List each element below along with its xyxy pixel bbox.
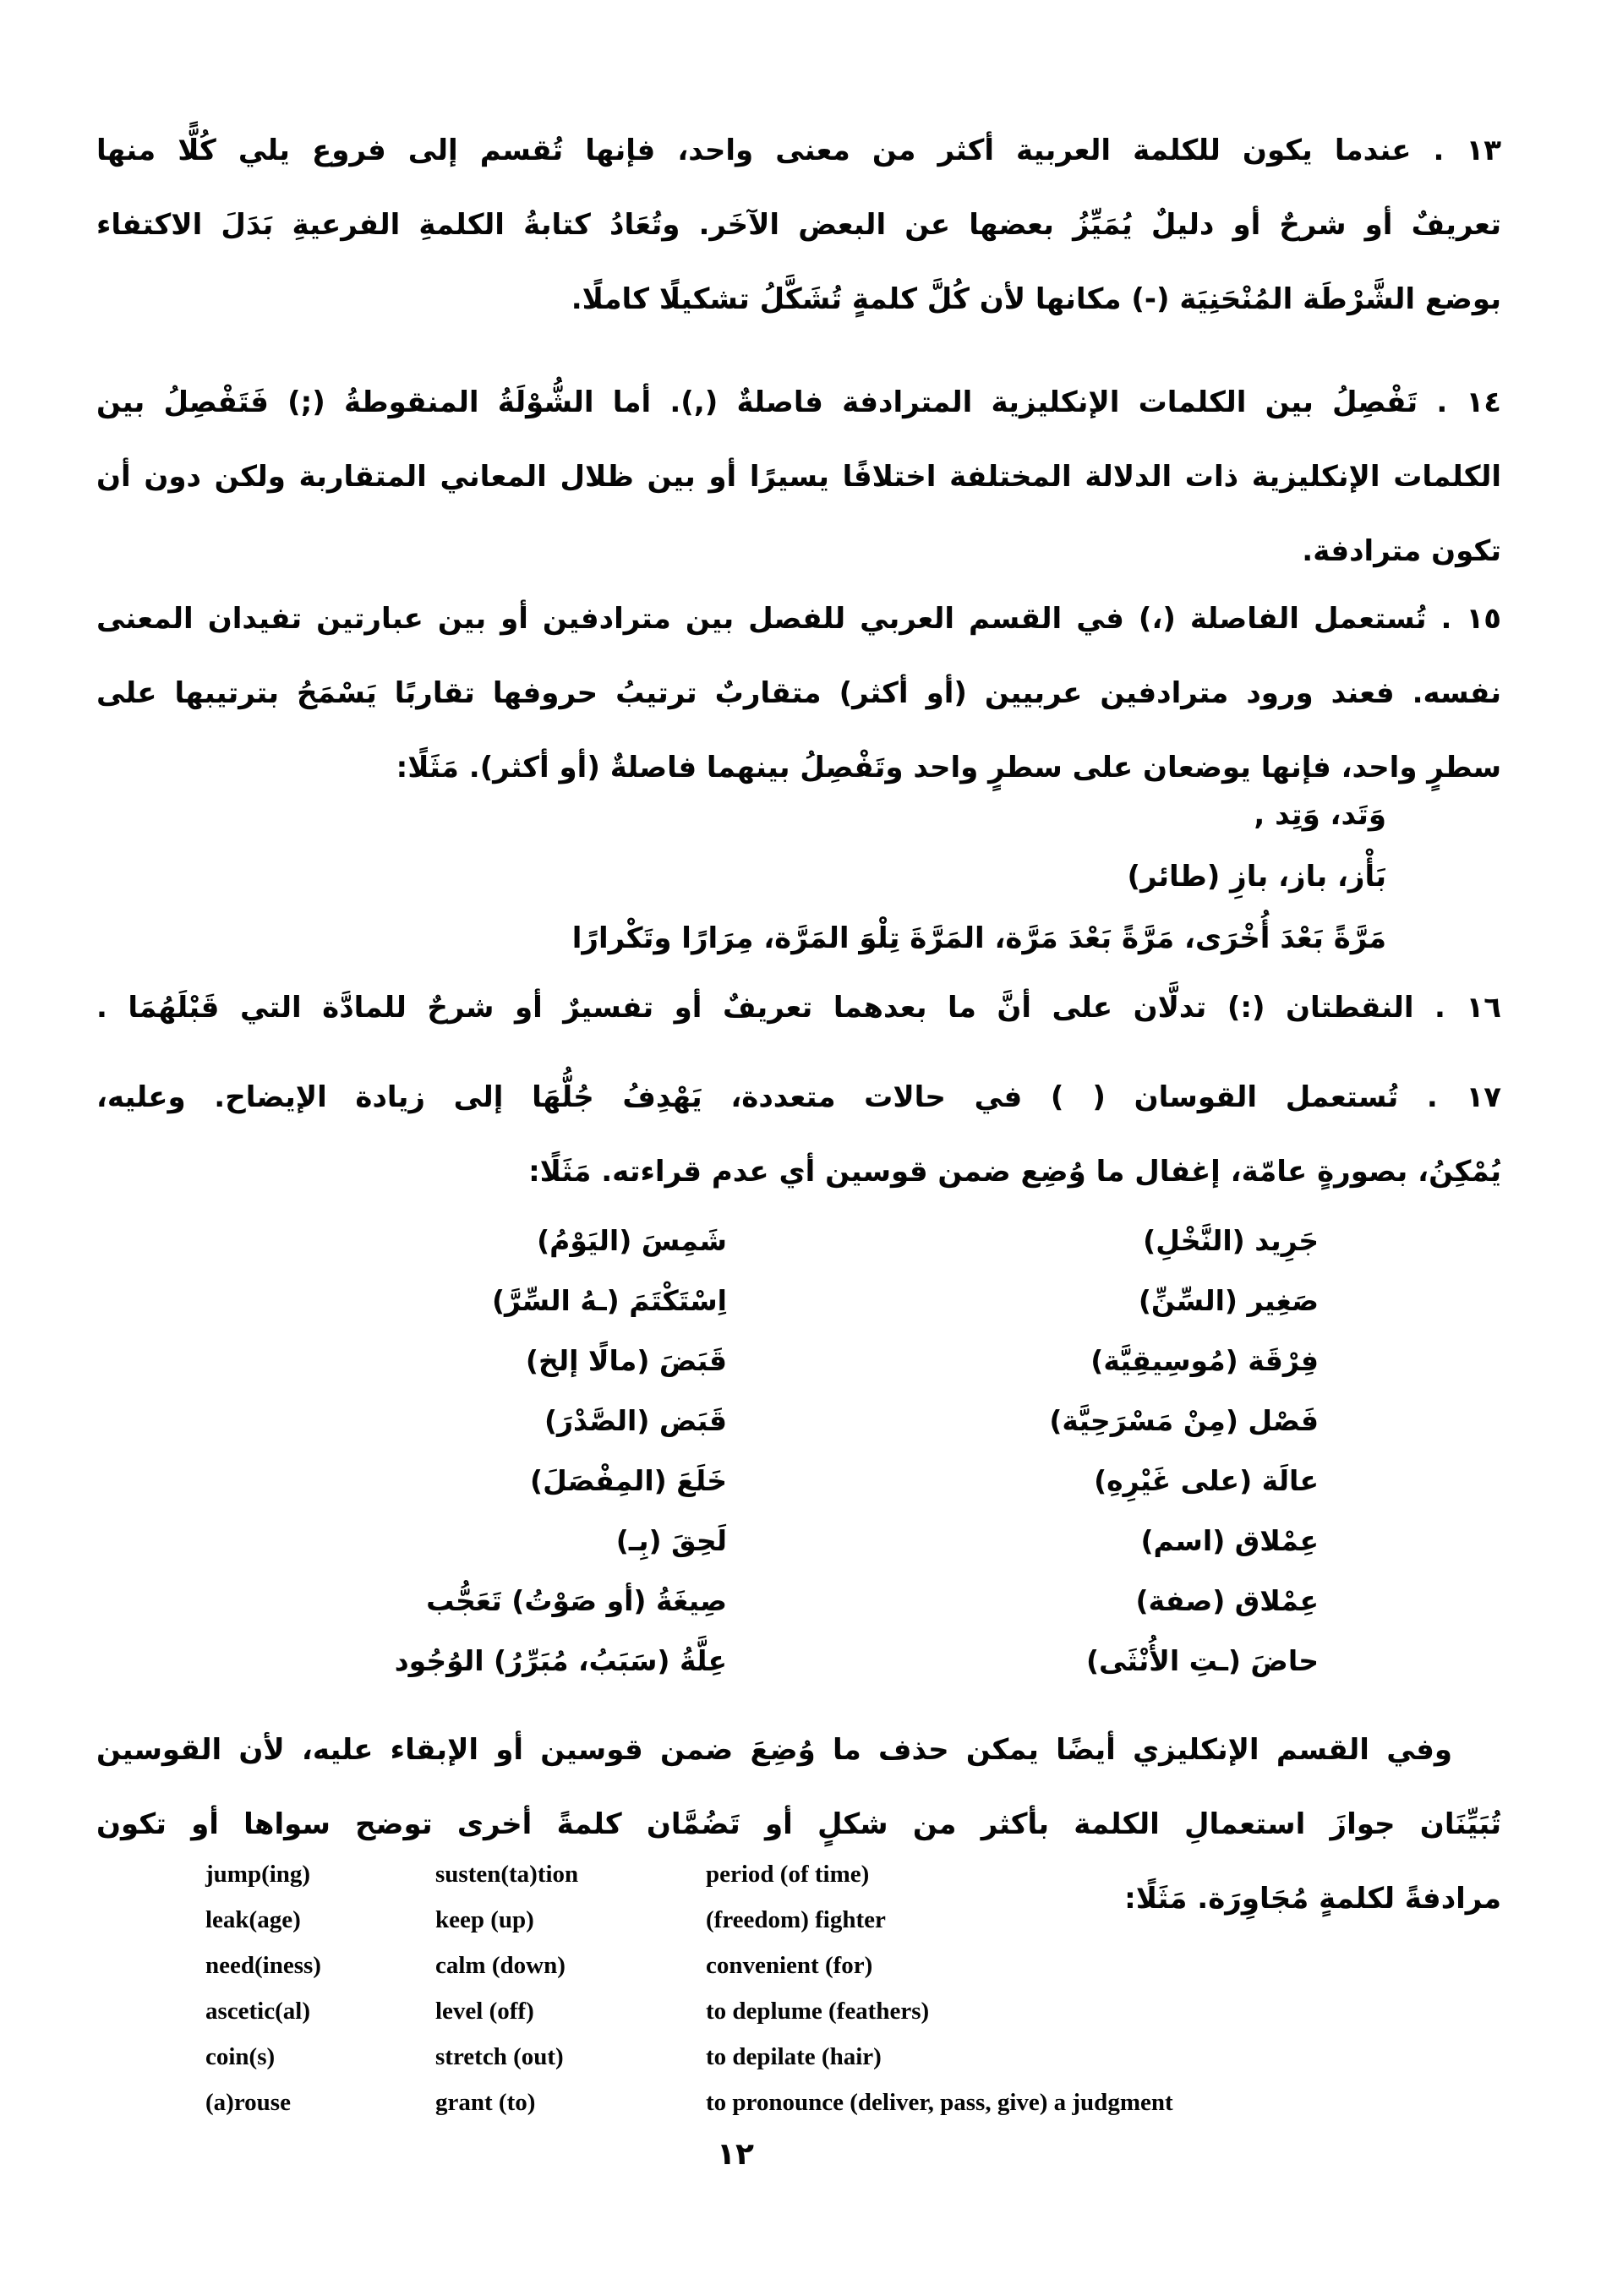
paragraph-16-line: ١٦ . النقطتان (:) تدلَّان على أنَّ ما بعدهما تعريفٌ أو تفسيرٌ أو شرحٌ للمادَّة التي قَبْلَهُمَا .	[96, 991, 1501, 1025]
arabic-example-item: لَحِقَ (بِـ)	[615, 1524, 727, 1557]
english-example-cell: to depilate (hair)	[706, 2043, 882, 2070]
inline-synonym-examples	[572, 784, 1386, 970]
arabic-example-item: عِمْلاق (اسم)	[1140, 1524, 1319, 1557]
paired-examples-right-column	[1049, 1211, 1319, 1691]
paragraph-15-line: ١٥ . تُستعمل الفاصلة (،) في القسم العربي للفصل بين مترادفين أو بين عبارتين تفيدان المعنى	[96, 602, 1501, 636]
english-example-cell: to pronounce (deliver, pass, give) a judgment	[706, 2089, 1173, 2116]
paragraph-13-line: بوضع الشَّرْطَة المُنْحَنِيَة (-) مكانها لأن كُلَّ كلمةٍ تُشَكَّلُ تشكيلًا كاملًا.	[571, 282, 1501, 316]
arabic-example-item: صَغِير (السِّنِّ)	[1138, 1284, 1319, 1317]
arabic-example-item: عالَة (على غَيْرِهِ)	[1094, 1464, 1319, 1497]
paragraph-14-line: الكلمات الإنكليزية ذات الدلالة المختلفة اختلافًا يسيرًا أو بين ظلال المعاني المتقاربة ولكن دون أن	[96, 460, 1501, 494]
paragraph-16	[96, 970, 1501, 1045]
english-example-row	[205, 1988, 1173, 2034]
english-example-cell: convenient (for)	[706, 1952, 873, 1979]
english-example-cell: susten(ta)tion	[435, 1861, 579, 1888]
paragraph-13-line: ١٣ . عندما يكون للكلمة العربية أكثر من معنى واحد، فإنها تُقسم إلى فروع يلي كُلًّا منها	[96, 134, 1501, 167]
paragraph-17-line: ١٧ . تُستعمل القوسان ( ) في حالات متعددة، يَهْدِفُ جُلُّهَا إلى زيادة الإيضاح. وعليه،	[96, 1080, 1501, 1114]
arabic-example-item: قَبَض (الصَّدْرَ)	[544, 1404, 727, 1437]
page-number: ١٢	[717, 2137, 754, 2172]
inline-synonym-example-line: بَأْز، باز، بازِ (طائر)	[1127, 860, 1386, 894]
paragraph-15	[96, 582, 1501, 805]
english-example-cell: level (off)	[435, 1998, 534, 2025]
english-example-cell: grant (to)	[435, 2089, 536, 2116]
english-example-cell: period (of time)	[706, 1861, 870, 1888]
arabic-example-item: فِرْقَة (مُوسِيقِيَّة)	[1090, 1344, 1319, 1377]
english-example-cell: stretch (out)	[435, 2043, 564, 2070]
english-example-cell: ascetic(al)	[205, 1998, 310, 2025]
paragraph-14	[96, 365, 1501, 588]
english-example-row	[205, 1943, 1173, 1988]
english-example-cell: jump(ing)	[205, 1861, 311, 1888]
english-example-cell: (a)rouse	[205, 2089, 291, 2116]
paragraph-13	[96, 113, 1501, 336]
english-example-cell: calm (down)	[435, 1952, 566, 1979]
paragraph-14-line: تكون مترادفة.	[1302, 534, 1501, 568]
english-example-cell: need(iness)	[205, 1952, 321, 1979]
inline-synonym-example-line: مَرَّةً بَعْدَ أُخْرَى، مَرَّةً بَعْدَ مَرَّة، المَرَّةَ تِلْوَ المَرَّة، مِرَارًا وتَكْرارًا	[571, 921, 1386, 955]
paragraph-15-line: سطرٍ واحد، فإنها يوضعان على سطرٍ واحد وتَفْصِلُ بينهما فاصلةٌ (أو أكثر). مَثَلًا:	[396, 751, 1501, 784]
english-example-row	[205, 2034, 1173, 2080]
paragraph-15-line: نفسه. فعند ورود مترادفين عربيين (أو أكثر) متقاربٌ ترتيبُ حروفها تقاربًا يَسْمَحُ بترتيبها على	[96, 676, 1501, 710]
arabic-example-item: عِمْلاق (صفة)	[1135, 1584, 1319, 1617]
paragraph-17	[96, 1060, 1501, 1209]
english-examples-list	[205, 1851, 1173, 2125]
arabic-example-item: صِيغَةُ (أو صَوْتُ) تَعَجُّب	[426, 1584, 727, 1617]
closing-paragraph-line: مرادفةً لكلمةٍ مُجَاوِرَة. مَثَلًا:	[1124, 1882, 1501, 1916]
english-example-cell: (freedom) fighter	[706, 1906, 886, 1933]
inline-synonym-example-line: وَتَد، وَتِد ,	[1254, 798, 1386, 832]
paragraph-17-line: يُمْكِنُ، بصورةٍ عامّة، إغفال ما وُضِع ضمن قوسين أي عدم قراءته. مَثَلًا:	[528, 1155, 1501, 1189]
arabic-example-item: عِلَّةُ (سَبَبُ، مُبَرِّرُ) الوُجُود	[394, 1644, 727, 1677]
paragraph-14-line: ١٤ . تَفْصِلُ بين الكلمات الإنكليزية المترادفة فاصلةٌ (,). أما الشُّوْلَةُ المنقوطةُ (;) فَتَفْصِلُ بين	[96, 385, 1501, 419]
arabic-example-item: فَصْل (مِنْ مَسْرَحِيَّة)	[1049, 1404, 1319, 1437]
arabic-example-item: اِسْتَكْتَمَ (ـهُ السِّرَّ)	[491, 1284, 727, 1317]
english-example-cell: keep (up)	[435, 1906, 534, 1933]
closing-paragraph-line: وفي القسم الإنكليزي أيضًا يمكن حذف ما وُضِعَ ضمن قوسين أو الإبقاء عليه، لأن القوسين	[96, 1733, 1452, 1767]
arabic-example-item: شَمِسَ (اليَوْمُ)	[537, 1224, 727, 1257]
arabic-example-item: خَلَعَ (المِفْصَلَ)	[530, 1464, 727, 1497]
english-example-row	[205, 1897, 1173, 1943]
english-example-cell: leak(age)	[205, 1906, 301, 1933]
arabic-example-item: حاضَ (ـتِ الأُنْثَى)	[1085, 1644, 1319, 1677]
paragraph-13-line: تعريفٌ أو شرحٌ أو دليلٌ يُمَيِّزُ بعضها عن البعض الآخَر. وتُعَادُ كتابةُ الكلمةِ الفرعيةِ بَدَلَ الاكتفاء	[96, 208, 1501, 242]
arabic-example-item: جَرِيد (النَّخْلِ)	[1143, 1224, 1319, 1257]
english-example-cell: coin(s)	[205, 2043, 276, 2070]
english-example-row	[205, 1851, 1173, 1897]
paired-examples-left-column	[220, 1211, 727, 1691]
english-example-row	[205, 2080, 1173, 2125]
english-example-cell: to deplume (feathers)	[706, 1998, 930, 2025]
closing-paragraph-line: تُبَيِّنَان جوازَ استعمالِ الكلمة بأكثر من شكلٍ أو تَضُمَّان كلمةً أخرى توضح سواها أو تكون	[96, 1807, 1501, 1841]
arabic-paired-examples	[220, 1211, 1319, 1691]
arabic-example-item: قَبَضَ (مالًا إلخ)	[525, 1344, 727, 1377]
